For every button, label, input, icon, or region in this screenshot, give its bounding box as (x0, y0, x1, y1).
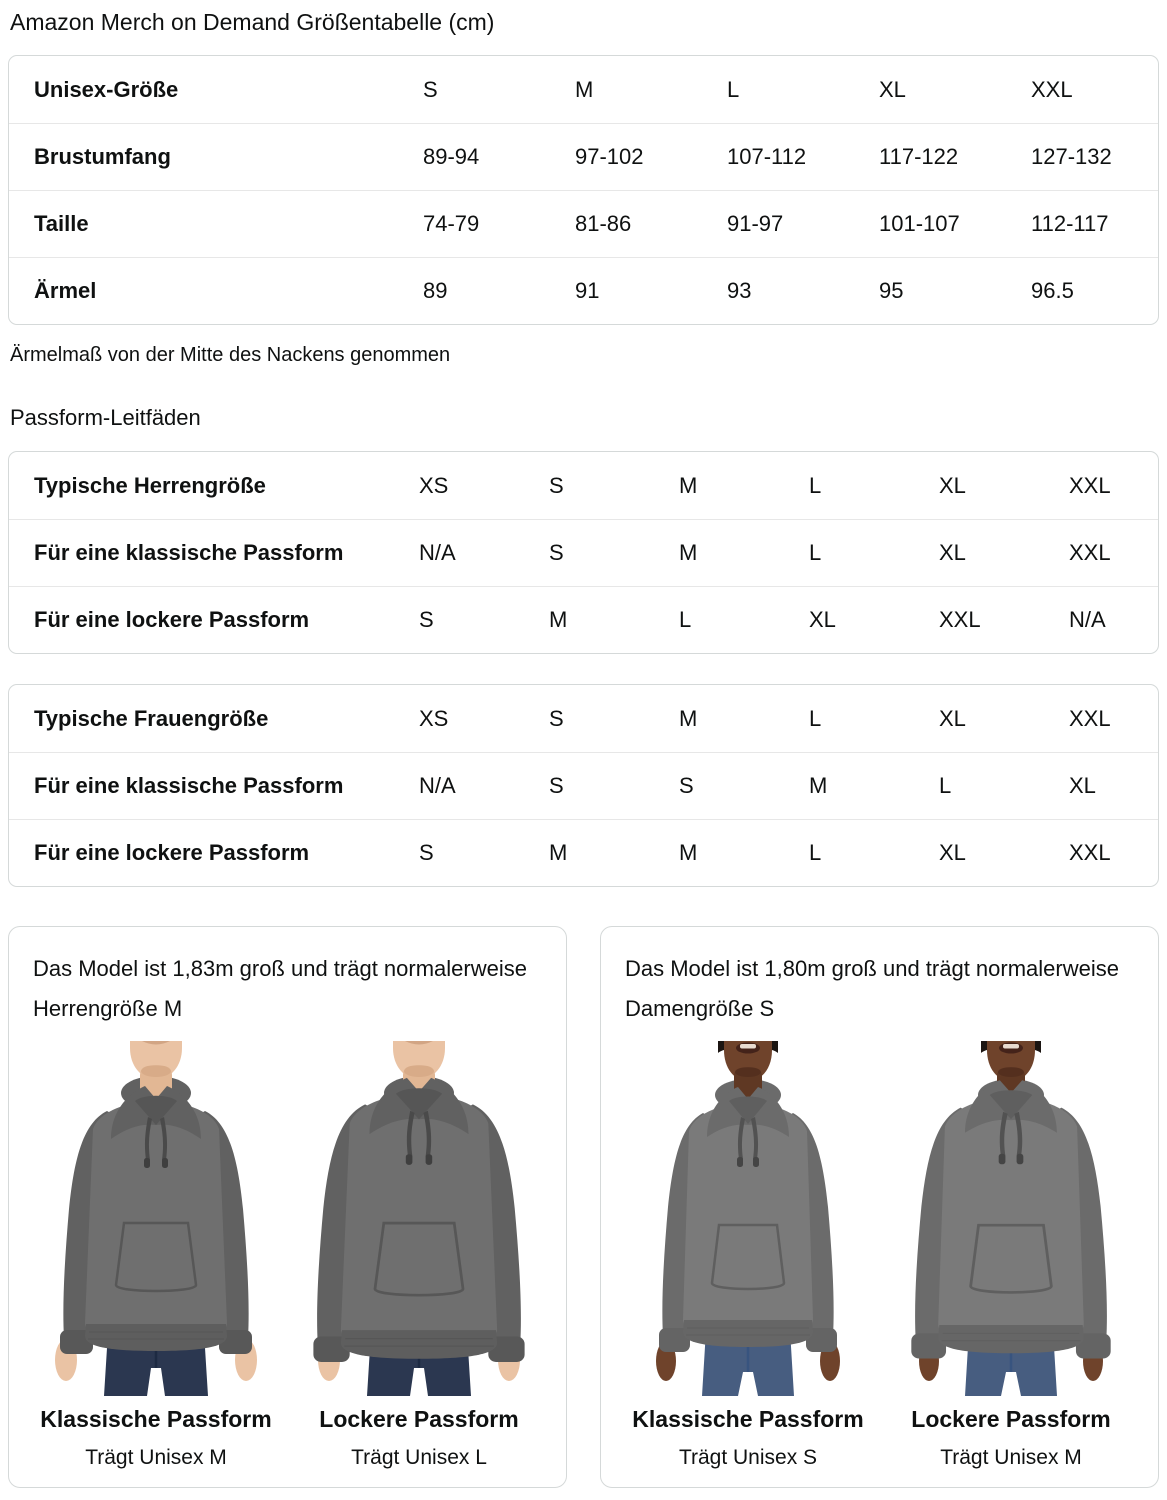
fit-cell: S (419, 840, 434, 865)
size-cell: XL (879, 76, 906, 102)
fit-table-men (8, 451, 1159, 654)
women-classic-fit-photo (623, 1041, 873, 1396)
fit-cell: S (549, 773, 564, 798)
fit-cell: S (549, 705, 564, 731)
size-cell: S (423, 76, 438, 102)
fit-cell: L (809, 840, 822, 865)
size-cell: 89 (423, 278, 448, 303)
table-row-classic-fit (9, 519, 1158, 586)
fit-cell: XXL (1069, 840, 1111, 865)
fit-cell: XXL (939, 607, 981, 632)
table-row-loose-fit (9, 586, 1158, 653)
size-label: Trägt Unisex L (351, 1446, 487, 1469)
row-label: Für eine klassische Passform (34, 540, 344, 565)
row-label: Typische Herrengröße (34, 472, 266, 498)
fit-cell: XS (419, 705, 449, 731)
size-cell: XXL (1031, 76, 1073, 102)
card-title: Das Model ist 1,83m groß und trägt normalerweise Herrengröße M (33, 956, 527, 1021)
fit-cell: N/A (419, 773, 456, 798)
table-row-chest (9, 123, 1158, 190)
size-cell: 81-86 (575, 211, 632, 236)
table-row-waist (9, 190, 1158, 257)
fit-table-women (8, 684, 1159, 887)
table-row-classic-fit (9, 752, 1158, 819)
fit-cell: XXL (1069, 540, 1111, 565)
fit-cell: N/A (1069, 607, 1106, 632)
size-cell: L (727, 76, 740, 102)
fit-guides-heading: Passform-Leitfäden (10, 405, 201, 430)
fit-cell: M (679, 705, 698, 731)
men-classic-fit-photo (31, 1041, 281, 1396)
size-cell: 89-94 (423, 144, 480, 169)
fit-cell: XL (809, 607, 836, 632)
women-loose-fit-photo (886, 1041, 1136, 1396)
row-label: Für eine lockere Passform (34, 840, 310, 865)
sleeve-measurement-note: Ärmelmaß von der Mitte des Nackens genommen (10, 344, 451, 366)
size-cell: 74-79 (423, 211, 480, 236)
figure-women-loose (886, 1041, 1136, 1471)
fit-cell: S (679, 773, 694, 798)
page-title: Amazon Merch on Demand Größentabelle (cm) (10, 9, 495, 35)
figure-men-classic (31, 1041, 281, 1471)
size-label: Trägt Unisex M (85, 1446, 227, 1469)
row-label: Für eine lockere Passform (34, 607, 310, 632)
size-cell: 112-117 (1031, 211, 1109, 236)
fit-cell: XS (419, 472, 449, 498)
figure-men-loose (294, 1041, 544, 1471)
fit-cell: N/A (419, 540, 456, 565)
fit-cell: M (549, 607, 568, 632)
size-label: Trägt Unisex S (678, 1446, 818, 1469)
fit-label: Klassische Passform (40, 1406, 272, 1432)
row-label: Ärmel (34, 278, 97, 303)
model-cards (8, 926, 1159, 1488)
fit-cell: XL (939, 705, 966, 731)
fit-cell: M (549, 840, 568, 865)
fit-cell: XL (939, 540, 966, 565)
row-label: Typische Frauengröße (34, 705, 269, 731)
size-cell: 127-132 (1031, 144, 1112, 169)
card-women-model (600, 926, 1159, 1488)
fit-cell: S (419, 607, 434, 632)
fit-cell: XL (939, 472, 966, 498)
fit-cell: M (809, 773, 828, 798)
size-cell: 95 (879, 278, 904, 303)
row-label: Unisex-Größe (34, 76, 179, 102)
fit-cell: XXL (1069, 472, 1111, 498)
size-cell: 101-107 (879, 211, 960, 236)
size-table (8, 55, 1159, 325)
men-loose-fit-photo (294, 1041, 544, 1396)
table-row-typical-mens-size (9, 452, 1158, 519)
figures-row (623, 1041, 1136, 1471)
size-cell: 96.5 (1031, 278, 1074, 303)
figures-row (31, 1041, 544, 1471)
size-cell: 107-112 (727, 144, 807, 169)
size-cell: M (575, 76, 594, 102)
card-title: Das Model ist 1,80m groß und trägt normalerweise Damengröße S (625, 956, 1119, 1021)
fit-cell: M (679, 540, 698, 565)
fit-cell: XL (939, 840, 966, 865)
table-row-unisex-size (9, 56, 1158, 123)
fit-cell: L (809, 540, 822, 565)
fit-cell: L (809, 472, 822, 498)
fit-cell: XXL (1069, 705, 1111, 731)
row-label: Für eine klassische Passform (34, 773, 344, 798)
fit-label: Klassische Passform (632, 1406, 864, 1432)
card-men-model (8, 926, 567, 1488)
fit-cell: L (939, 773, 952, 798)
table-row-typical-womens-size (9, 685, 1158, 752)
table-row-sleeve (9, 257, 1158, 324)
fit-label: Lockere Passform (911, 1406, 1111, 1432)
fit-cell: L (679, 607, 692, 632)
size-cell: 91-97 (727, 211, 784, 236)
size-cell: 93 (727, 278, 752, 303)
fit-cell: M (679, 472, 698, 498)
fit-cell: M (679, 840, 698, 865)
size-label: Trägt Unisex M (940, 1446, 1082, 1469)
fit-cell: L (809, 705, 822, 731)
table-row-loose-fit (9, 819, 1158, 886)
size-cell: 117-122 (879, 144, 959, 169)
figure-women-classic (623, 1041, 873, 1471)
size-cell: 91 (575, 278, 600, 303)
row-label: Brustumfang (34, 144, 171, 169)
fit-cell: XL (1069, 773, 1096, 798)
fit-label: Lockere Passform (319, 1406, 519, 1432)
fit-cell: S (549, 472, 564, 498)
row-label: Taille (34, 211, 89, 236)
fit-cell: S (549, 540, 564, 565)
size-cell: 97-102 (575, 144, 644, 169)
